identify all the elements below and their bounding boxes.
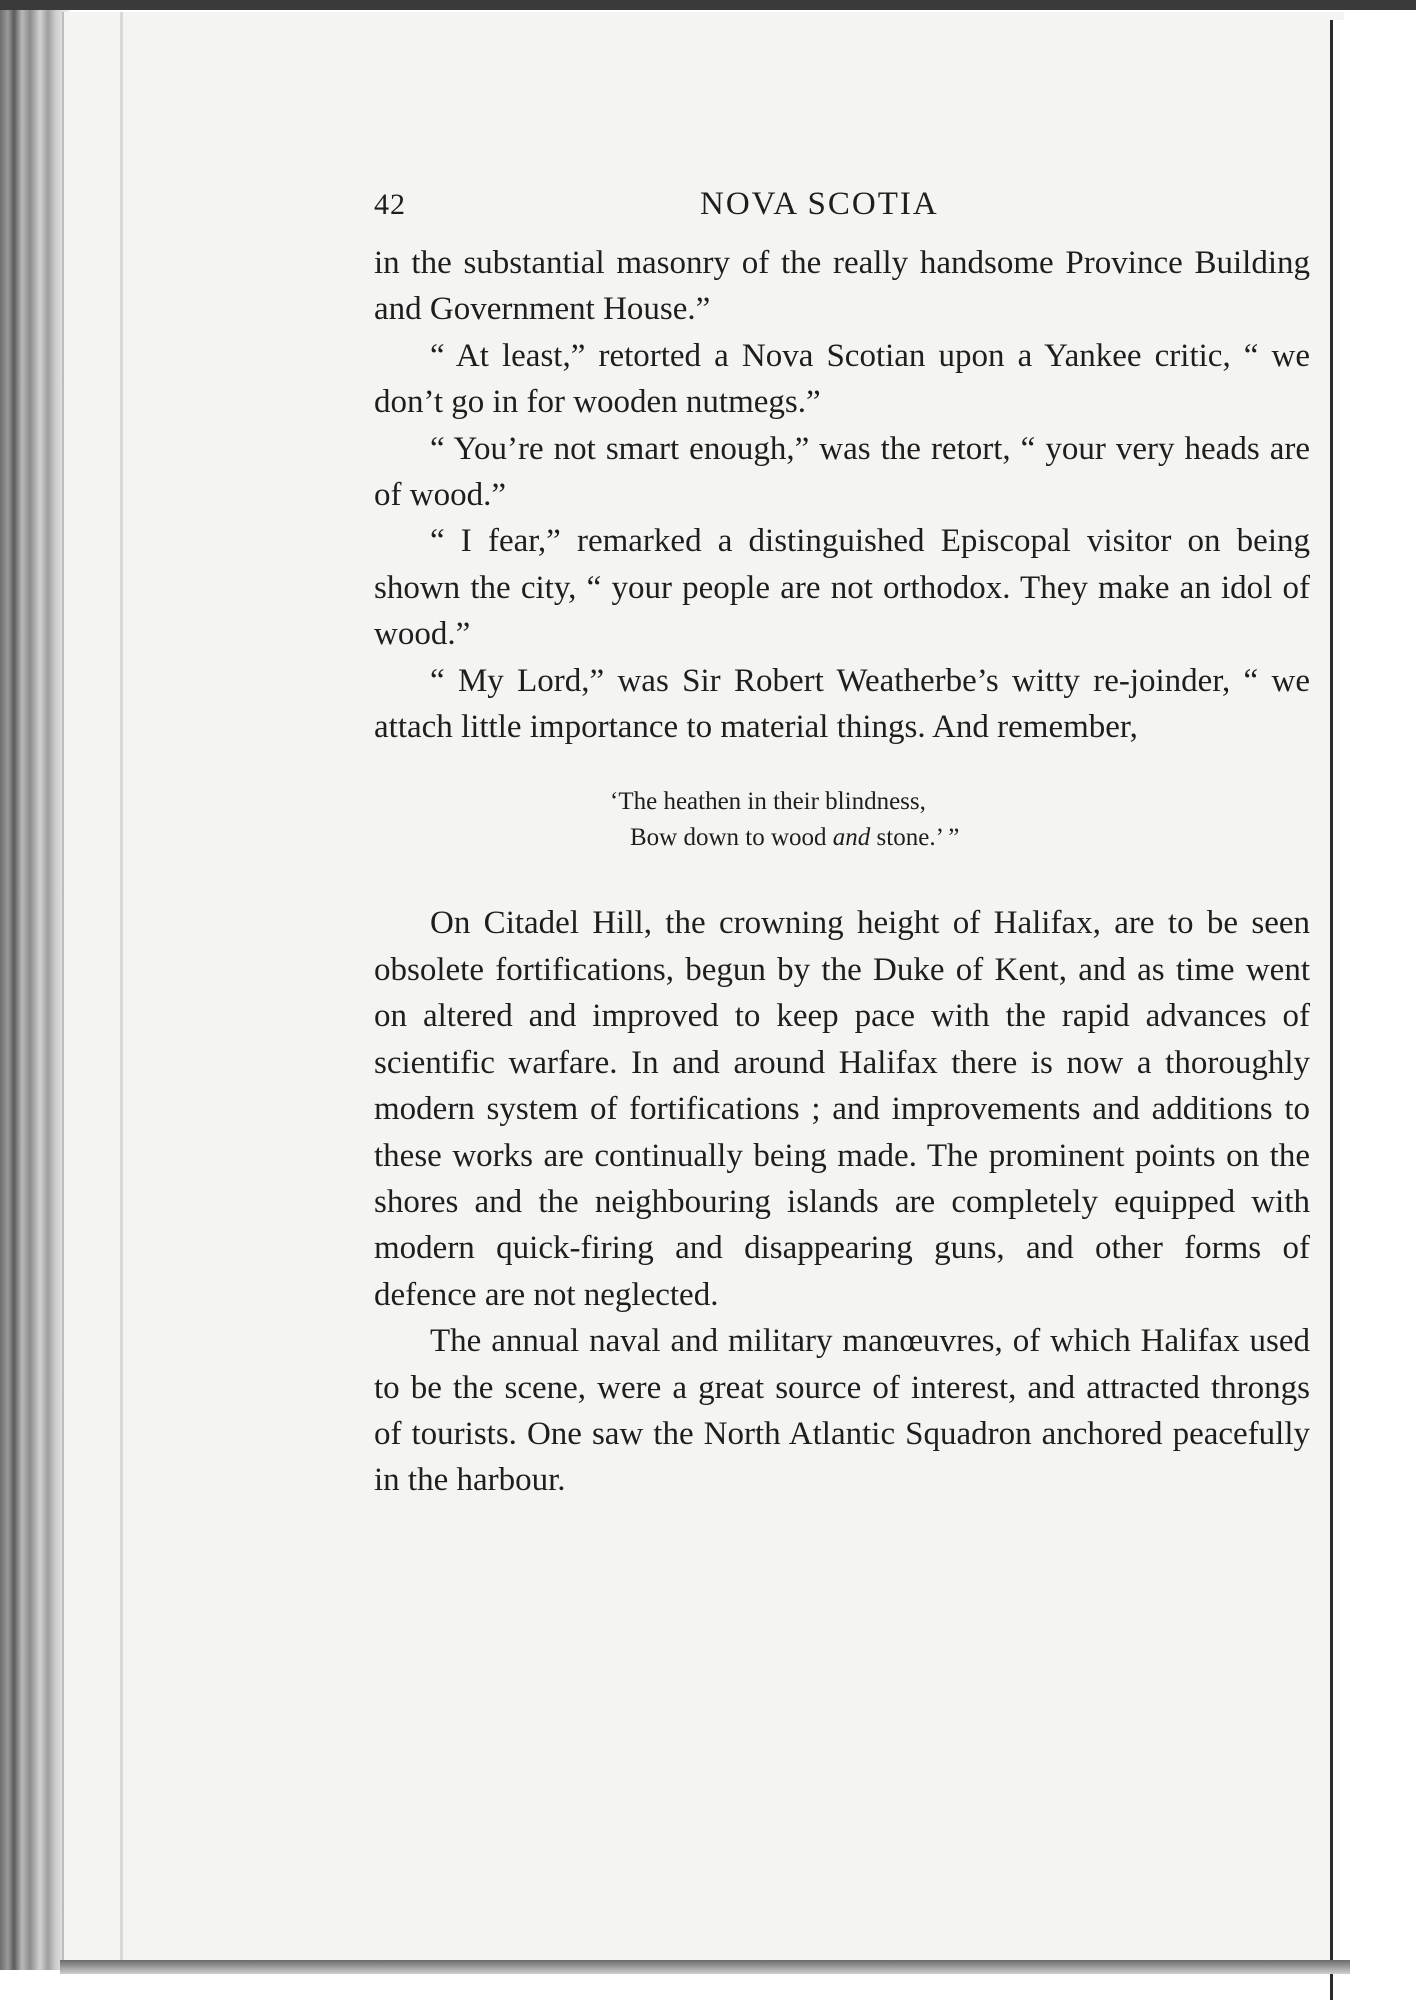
running-header [374, 180, 1310, 240]
paragraph: in the substantial masonry of the really handsome Province Building and Government House.” [374, 245, 1310, 328]
verse-line: ‘The heathen in their blindness, [610, 788, 926, 816]
page-gutter-line [120, 12, 123, 1962]
verse-text: stone.’ ” [870, 824, 960, 852]
paragraph: “ At least,” retorted a Nova Scotian upon a Yankee critic, “ we don’t go in for wooden nutmegs.” [374, 337, 1310, 421]
page-bottom-shadow [60, 1960, 1350, 1974]
running-title: NOVA SCOTIA [700, 186, 939, 222]
paragraph: On Citadel Hill, the crowning height of Halifax, are to be seen obsolete fortifications, begun by the Duke of Kent, and as time went on altered and improved to keep pace with the rapid advances of scientific warfare. In and around Halifax there is now a thoroughly modern system of fortifications ; and improvements and additions to these works are continually being made. The prominent points on the shores and the neighbouring islands are completely equipped with modern quick-firing and disappearing guns, and other forms of defence are not neglected. [374, 905, 1310, 1313]
paragraph: The annual naval and military manœuvres, of which Halifax used to be the scene, were a great source of interest, and attracted throngs of tourists. One saw the North Atlantic Squadron anchored peacefully in the harbour. [374, 1323, 1310, 1499]
scan-right-margin [1330, 20, 1416, 2000]
page-number: 42 [374, 188, 406, 221]
quoted-verse [610, 784, 1310, 856]
verse-italic-text: and [832, 824, 871, 852]
book-page-edges [0, 10, 70, 1970]
scan-top-border [0, 0, 1416, 10]
page-text-block [374, 180, 1310, 1504]
paragraph: “ My Lord,” was Sir Robert Weatherbe’s witty re-joinder, “ we attach little importance to material things. And remember, [374, 662, 1310, 746]
verse-text: Bow down to wood [630, 824, 833, 852]
verse-line [610, 820, 1310, 856]
paragraph: “ You’re not smart enough,” was the retort, “ your very heads are of wood.” [374, 430, 1310, 514]
body-text [374, 240, 1310, 1504]
paragraph: “ I fear,” remarked a distinguished Episcopal visitor on being shown the city, “ your people are not orthodox. They make an idol of wood.” [374, 523, 1310, 653]
